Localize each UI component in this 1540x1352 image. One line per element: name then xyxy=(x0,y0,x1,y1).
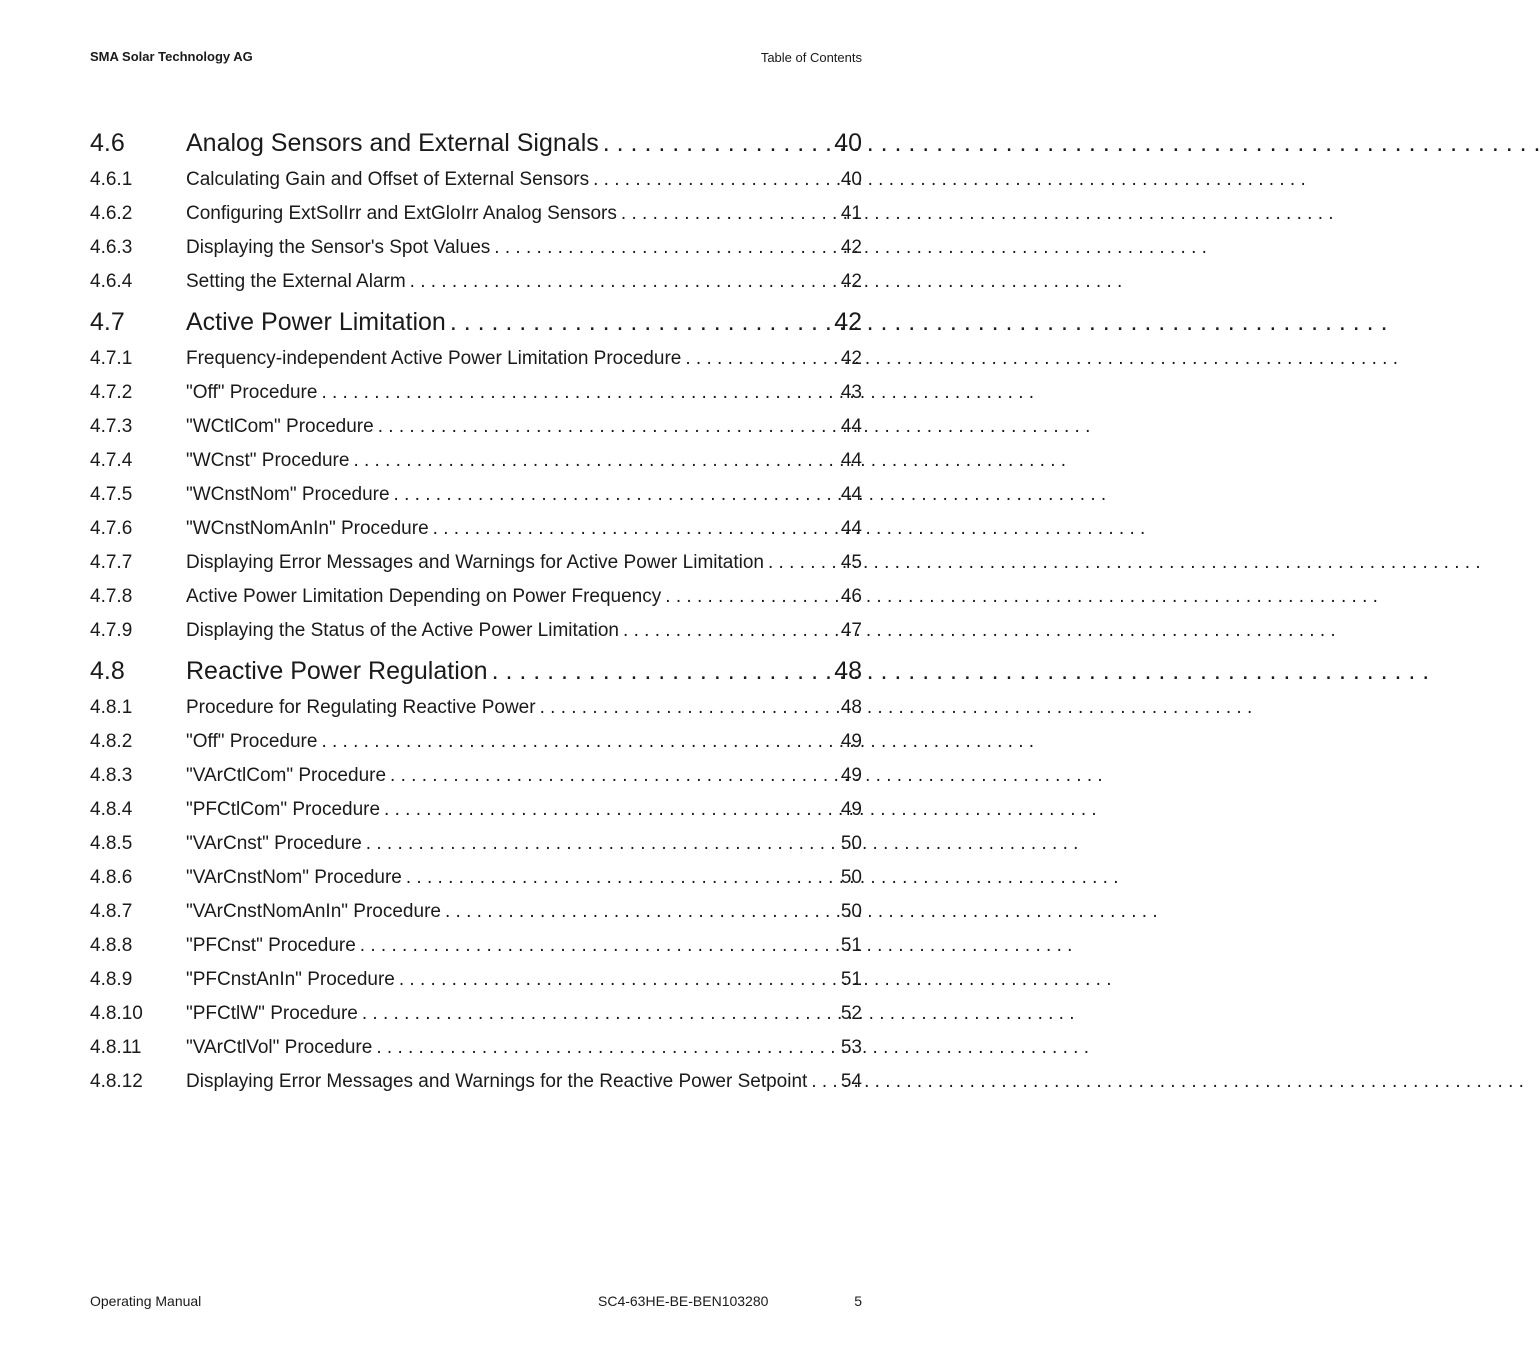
toc-entry-page: 54 xyxy=(840,1071,862,1092)
toc-subsection-entry[interactable] xyxy=(90,963,862,997)
toc-entry-page: 42 xyxy=(840,237,862,258)
toc-entry-number: 4.7.5 xyxy=(90,484,133,505)
toc-entry-page: 49 xyxy=(840,799,862,820)
toc-entry-title: "VArCtlCom" Procedure xyxy=(186,765,387,786)
toc-subsection-entry[interactable] xyxy=(90,725,862,759)
toc-dot-leader xyxy=(429,512,841,546)
toc-entry-page: 48 xyxy=(834,657,862,685)
toc-entry-title: "WCnstNom" Procedure xyxy=(186,484,390,505)
toc-dot-leader xyxy=(764,546,841,580)
toc-entry-page: 43 xyxy=(840,382,862,403)
toc-entry-number: 4.7.8 xyxy=(90,586,133,607)
toc-entry-page: 50 xyxy=(840,901,862,922)
toc-entry-number: 4.8.2 xyxy=(90,731,133,752)
toc-entry-title: Active Power Limitation Depending on Power Frequency xyxy=(186,586,662,607)
toc-entry-title: "Off" Procedure xyxy=(186,731,318,752)
toc-subsection-entry[interactable] xyxy=(90,376,862,410)
toc-dot-leader xyxy=(488,652,835,691)
toc-entry-title: "PFCnstAnIn" Procedure xyxy=(186,969,395,990)
toc-subsection-entry[interactable] xyxy=(90,1031,862,1065)
toc-dot-leader xyxy=(317,725,840,759)
toc-entry-number: 4.8.6 xyxy=(90,867,133,888)
toc-entry-title: Analog Sensors and External Signals xyxy=(186,129,599,157)
toc-entry-page: 46 xyxy=(840,586,862,607)
footer-doc-type: Operating Manual xyxy=(90,1293,202,1309)
toc-entry-page: 44 xyxy=(840,450,862,471)
toc-dot-leader xyxy=(358,997,841,1031)
toc-entry-title: Displaying the Sensor's Spot Values xyxy=(186,237,491,258)
toc-dot-leader xyxy=(807,1065,841,1099)
toc-dot-leader xyxy=(490,231,841,265)
toc-entry-number: 4.8.4 xyxy=(90,799,133,820)
toc-dot-leader xyxy=(536,691,841,725)
toc-entry-page: 51 xyxy=(840,969,862,990)
toc-subsection-entry[interactable] xyxy=(90,759,862,793)
toc-subsection-entry[interactable] xyxy=(90,1065,862,1099)
toc-subsection-entry[interactable] xyxy=(90,197,862,231)
toc-entry-page: 40 xyxy=(834,129,862,157)
toc-entry-title: "VArCnstNom" Procedure xyxy=(186,867,402,888)
toc-entry-title: Setting the External Alarm xyxy=(186,271,406,292)
toc-dot-leader xyxy=(681,342,841,376)
toc-entry-number: 4.8 xyxy=(90,657,125,685)
toc-entry-number: 4.8.5 xyxy=(90,833,133,854)
toc-dot-leader xyxy=(362,827,841,861)
toc-subsection-entry[interactable] xyxy=(90,265,862,299)
toc-entry-number: 4.6.1 xyxy=(90,169,133,190)
toc-entry-number: 4.8.10 xyxy=(90,1003,143,1024)
toc-entry-page: 49 xyxy=(840,765,862,786)
toc-entry-number: 4.8.7 xyxy=(90,901,133,922)
toc-entry-number: 4.8.11 xyxy=(90,1037,142,1058)
toc-dot-leader xyxy=(599,124,834,163)
toc-entry-title: "WCtlCom" Procedure xyxy=(186,416,374,437)
toc-dot-leader xyxy=(441,895,841,929)
toc-entry-page: 42 xyxy=(840,348,862,369)
toc-entry-title: Procedure for Regulating Reactive Power xyxy=(186,697,536,718)
toc-entry-title: Displaying the Status of the Active Power Limitation xyxy=(186,620,620,641)
toc-section-entry[interactable] xyxy=(90,652,862,691)
toc-entry-title: "WCnst" Procedure xyxy=(186,450,350,471)
toc-entry-page: 41 xyxy=(840,203,862,224)
toc-entry-number: 4.8.8 xyxy=(90,935,133,956)
toc-subsection-entry[interactable] xyxy=(90,580,862,614)
toc-dot-leader xyxy=(661,580,841,614)
toc-entry-page: 50 xyxy=(840,867,862,888)
toc-entry-page: 51 xyxy=(840,935,862,956)
toc-entry-number: 4.6 xyxy=(90,129,125,157)
toc-dot-leader xyxy=(406,265,841,299)
table-of-contents xyxy=(90,120,862,1099)
toc-entry-title: Reactive Power Regulation xyxy=(186,657,488,685)
toc-entry-number: 4.7.9 xyxy=(90,620,133,641)
toc-entry-title: "VArCnstNomAnIn" Procedure xyxy=(186,901,441,922)
toc-entry-number: 4.8.9 xyxy=(90,969,133,990)
toc-dot-leader xyxy=(617,197,841,231)
footer-doc-code: SC4-63HE-BE-BEN103280 xyxy=(598,1293,769,1309)
toc-entry-number: 4.7.1 xyxy=(90,348,133,369)
toc-entry-page: 42 xyxy=(834,308,862,336)
toc-entry-number: 4.7 xyxy=(90,308,125,336)
toc-entry-page: 45 xyxy=(840,552,862,573)
toc-entry-title: "PFCnst" Procedure xyxy=(186,935,356,956)
toc-dot-leader xyxy=(372,1031,841,1065)
toc-dot-leader xyxy=(402,861,841,895)
toc-subsection-entry[interactable] xyxy=(90,895,862,929)
toc-subsection-entry[interactable] xyxy=(90,444,862,478)
toc-subsection-entry[interactable] xyxy=(90,342,862,376)
toc-entry-page: 40 xyxy=(840,169,862,190)
toc-entry-number: 4.6.3 xyxy=(90,237,133,258)
toc-entry-page: 44 xyxy=(840,484,862,505)
toc-subsection-entry[interactable] xyxy=(90,410,862,444)
toc-entry-number: 4.8.12 xyxy=(90,1071,143,1092)
toc-entry-number: 4.7.6 xyxy=(90,518,133,539)
toc-entry-page: 50 xyxy=(840,833,862,854)
toc-subsection-entry[interactable] xyxy=(90,163,862,197)
toc-entry-title: "PFCtlCom" Procedure xyxy=(186,799,381,820)
toc-entry-number: 4.7.2 xyxy=(90,382,133,403)
toc-entry-number: 4.6.2 xyxy=(90,203,133,224)
toc-entry-title: Active Power Limitation xyxy=(186,308,446,336)
toc-subsection-entry[interactable] xyxy=(90,861,862,895)
toc-dot-leader xyxy=(349,444,840,478)
toc-entry-number: 4.6.4 xyxy=(90,271,133,292)
toc-dot-leader xyxy=(356,929,841,963)
toc-entry-number: 4.8.3 xyxy=(90,765,133,786)
toc-entry-page: 47 xyxy=(840,620,862,641)
toc-dot-leader xyxy=(374,410,841,444)
toc-entry-page: 52 xyxy=(840,1003,862,1024)
toc-subsection-entry[interactable] xyxy=(90,546,862,580)
toc-entry-title: "WCnstNomAnIn" Procedure xyxy=(186,518,429,539)
toc-entry-title: "VArCnst" Procedure xyxy=(186,833,362,854)
header-section-title: Table of Contents xyxy=(760,50,862,65)
toc-subsection-entry[interactable] xyxy=(90,614,862,648)
toc-section-entry[interactable] xyxy=(90,303,862,342)
toc-section-entry[interactable] xyxy=(90,124,862,163)
toc-dot-leader xyxy=(589,163,841,197)
toc-dot-leader xyxy=(317,376,840,410)
toc-subsection-entry[interactable] xyxy=(90,691,862,725)
toc-dot-leader xyxy=(395,963,841,997)
toc-dot-leader xyxy=(380,793,841,827)
toc-entry-number: 4.8.1 xyxy=(90,697,133,718)
toc-subsection-entry[interactable] xyxy=(90,231,862,265)
toc-entry-number: 4.7.3 xyxy=(90,416,133,437)
toc-entry-page: 42 xyxy=(840,271,862,292)
toc-entry-title: "Off" Procedure xyxy=(186,382,318,403)
toc-entry-title: Displaying Error Messages and Warnings for the Reactive Power Setpoint xyxy=(186,1071,808,1092)
toc-dot-leader xyxy=(446,303,834,342)
toc-entry-page: 53 xyxy=(840,1037,862,1058)
toc-entry-number: 4.7.4 xyxy=(90,450,133,471)
toc-entry-title: Configuring ExtSolIrr and ExtGloIrr Analog Sensors xyxy=(186,203,617,224)
footer-page-number: 5 xyxy=(854,1293,862,1309)
toc-entry-title: Frequency-independent Active Power Limitation Procedure xyxy=(186,348,682,369)
toc-entry-title: "PFCtlW" Procedure xyxy=(186,1003,358,1024)
toc-subsection-entry[interactable] xyxy=(90,793,862,827)
toc-entry-title: Calculating Gain and Offset of External Sensors xyxy=(186,169,590,190)
toc-entry-page: 44 xyxy=(840,416,862,437)
toc-subsection-entry[interactable] xyxy=(90,929,862,963)
toc-entry-page: 44 xyxy=(840,518,862,539)
toc-subsection-entry[interactable] xyxy=(90,478,862,512)
toc-entry-page: 49 xyxy=(840,731,862,752)
toc-entry-title: Displaying Error Messages and Warnings for Active Power Limitation xyxy=(186,552,764,573)
toc-entry-number: 4.7.7 xyxy=(90,552,133,573)
toc-dot-leader xyxy=(386,759,841,793)
toc-entry-title: "VArCtlVol" Procedure xyxy=(186,1037,373,1058)
toc-subsection-entry[interactable] xyxy=(90,827,862,861)
toc-subsection-entry[interactable] xyxy=(90,997,862,1031)
toc-dot-leader xyxy=(390,478,841,512)
toc-dot-leader xyxy=(619,614,841,648)
toc-entry-page: 48 xyxy=(840,697,862,718)
header-company: SMA Solar Technology AG xyxy=(90,49,253,64)
toc-subsection-entry[interactable] xyxy=(90,512,862,546)
